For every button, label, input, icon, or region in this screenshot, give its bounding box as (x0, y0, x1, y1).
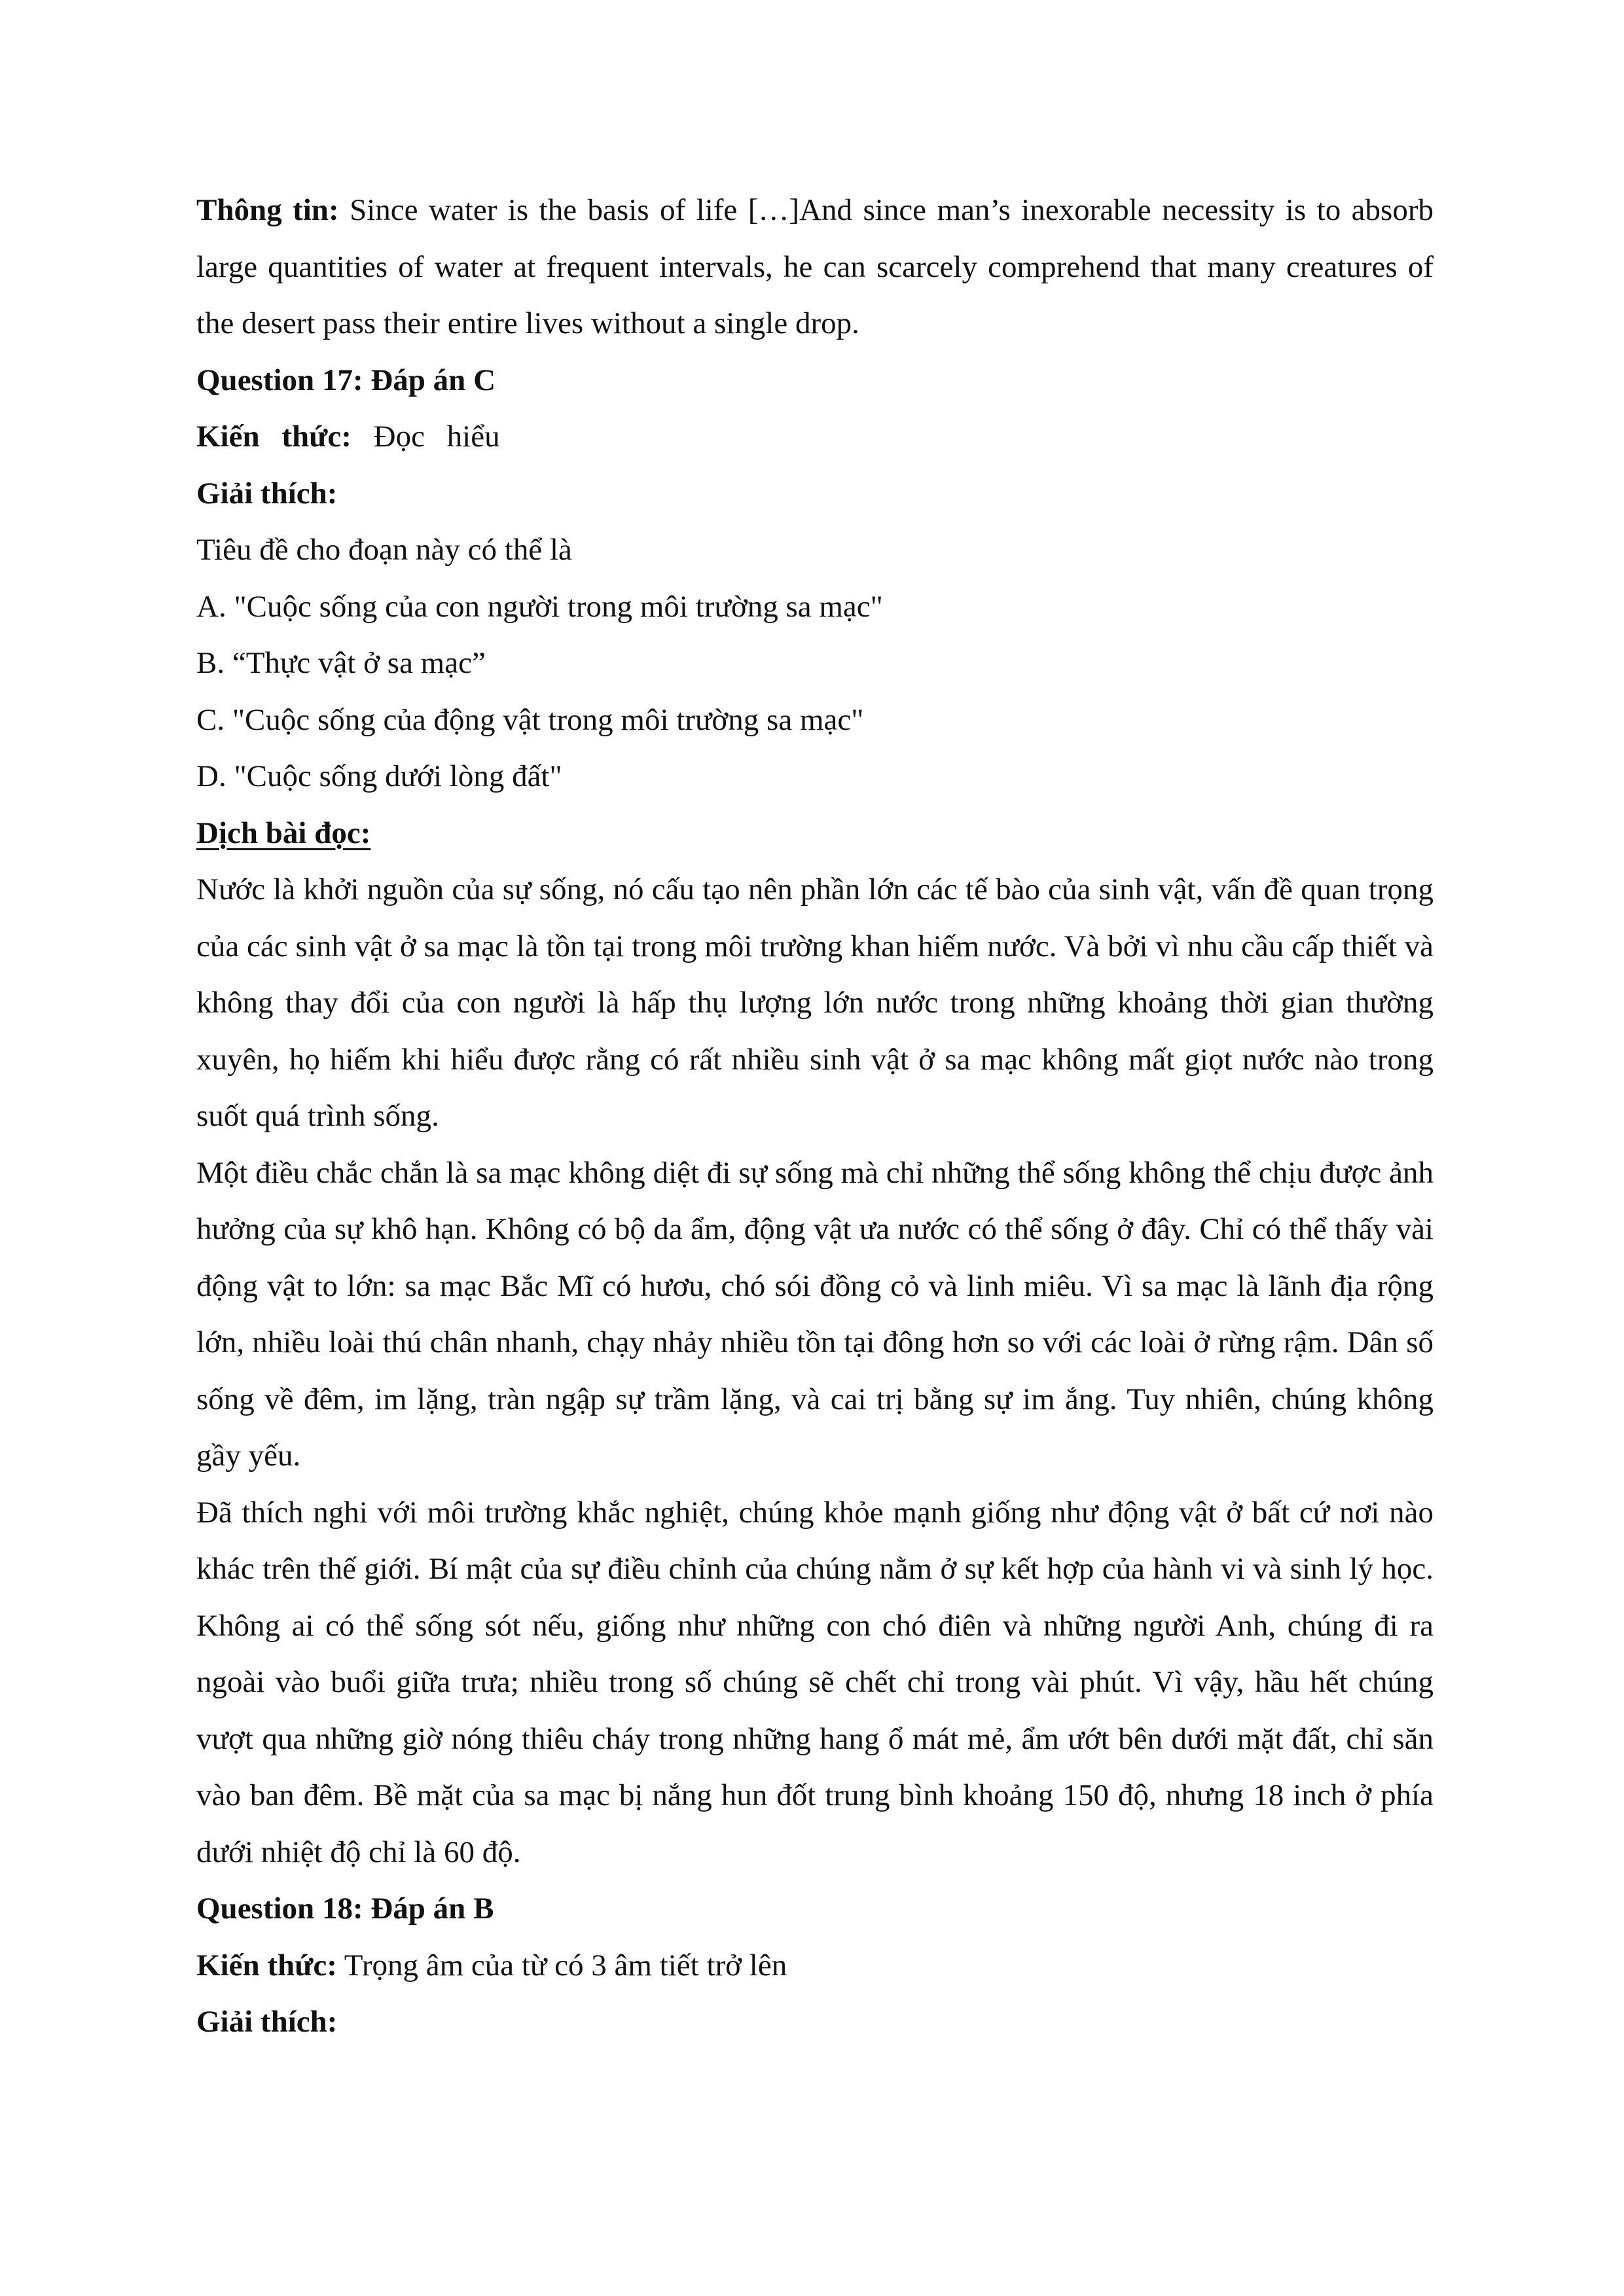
question-17-prompt: Tiêu đề cho đoạn này có thể là (196, 533, 572, 567)
question-17-explain-label (196, 465, 1434, 522)
option-a: A. "Cuộc sống của con người trong môi trường sa mạc" (196, 589, 883, 624)
explain-label-text: Giải thích: (196, 476, 338, 511)
translation-paragraph-3: Đã thích nghi với môi trường khắc nghiệt, chúng khỏe mạnh giống như động vật ở bất cứ nơi nào khác trên thế giới. Bí mật của sự điều chỉnh của chúng nằm ở sự kết hợp của hành vi và sinh lý học. Không ai có thể sống sót nếu, giống như những con chó điên và những người Anh, chúng đi ra ngoài vào buổi giữa trưa; nhiều trong số chúng sẽ chết chỉ trong vài phút. Vì vậy, hầu hết chúng vượt qua những giờ nóng thiêu cháy trong những hang ổ mát mẻ, ẩm ướt bên dưới mặt đất, chỉ săn vào ban đêm. Bề mặt của sa mạc bị nắng hun đốt trung bình khoảng 150 độ, nhưng 18 inch ở phía dưới nhiệt độ chỉ là 60 độ. (196, 1495, 1434, 1869)
question-18-explain-label (196, 1994, 1434, 2051)
info-paragraph (196, 182, 1434, 352)
question-17-title (196, 352, 1434, 409)
info-label: Thông tin: (196, 193, 339, 227)
translation-heading-text: Dịch bài đọc: (196, 816, 371, 850)
question-18-title (196, 1880, 1434, 1937)
translation-paragraph-1: Nước là khởi nguồn của sự sống, nó cấu tạo nên phần lớn các tế bào của sinh vật, vấn đề quan trọng của các sinh vật ở sa mạc là tồn tại trong môi trường khan hiếm nước. Và bởi vì nhu cầu cấp thiết và không thay đổi của con người là hấp thụ lượng lớn nước trong những khoảng thời gian thường xuyên, họ hiếm khi hiểu được rằng có rất nhiều sinh vật ở sa mạc không mất giọt nước nào trong suốt quá trình sống. (196, 872, 1434, 1133)
question-17-knowledge (196, 408, 1434, 465)
knowledge-label-18: Kiến thức: (196, 1948, 337, 1982)
knowledge-value-18: Trọng âm của từ có 3 âm tiết trở lên (336, 1948, 787, 1982)
info-text: Since water is the basis of life […]And since man’s inexorable necessity is to absorb large quantities of water at frequent intervals, he can scarcely comprehend that many creatures of the desert pass their entire lives without a single drop. (196, 193, 1434, 340)
translation-heading (196, 805, 1434, 862)
option-b: B. “Thực vật ở sa mạc” (196, 646, 486, 680)
translation-paragraph-2: Một điều chắc chắn là sa mạc không diệt đi sự sống mà chỉ những thể sống không thể chịu được ảnh hưởng của sự khô hạn. Không có bộ da ẩm, động vật ưa nước có thể sống ở đây. Chỉ có thể thấy vài động vật to lớn: sa mạc Bắc Mĩ có hươu, chó sói đồng cỏ và linh miêu. Vì sa mạc là lãnh địa rộng lớn, nhiều loài thú chân nhanh, chạy nhảy nhiều tồn tại đông hơn so với các loài ở rừng rậm. Dân số sống về đêm, im lặng, tràn ngập sự trầm lặng, và cai trị bằng sự im ắng. Tuy nhiên, chúng không gầy yếu. (196, 1155, 1434, 1473)
option-d: D. "Cuộc sống dưới lòng đất" (196, 759, 562, 793)
knowledge-value: Đọc hiểu (373, 420, 500, 454)
explain-label-text-18: Giải thích: (196, 2005, 338, 2039)
question-18-title-text: Question 18: Đáp án B (196, 1892, 494, 1926)
knowledge-label: Kiến thức: (196, 420, 352, 454)
option-c: C. "Cuộc sống của động vật trong môi trường sa mạc" (196, 702, 864, 737)
question-17-title-text: Question 17: Đáp án C (196, 363, 496, 397)
document-page (196, 182, 1434, 2051)
question-18-knowledge (196, 1937, 1434, 1994)
